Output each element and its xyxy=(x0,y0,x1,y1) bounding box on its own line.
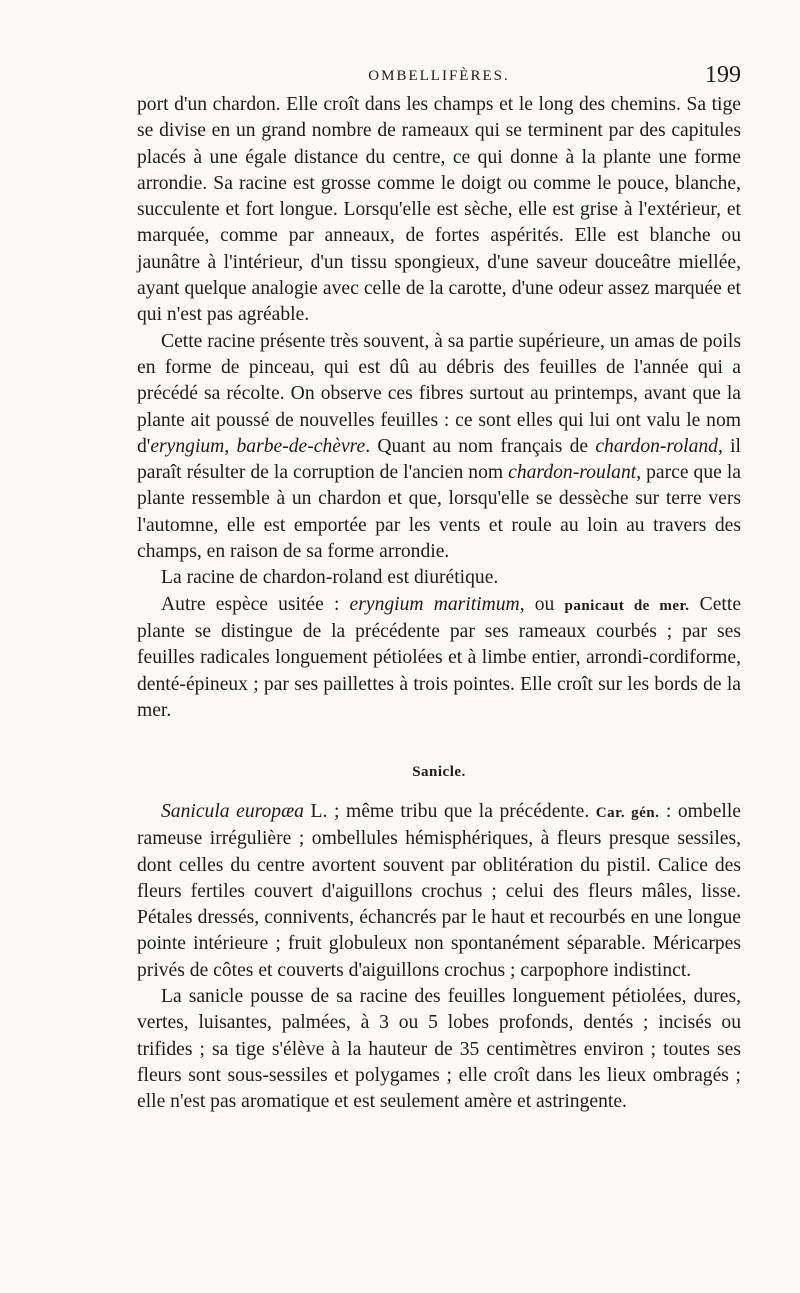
running-title: OMBELLIFÈRES. xyxy=(368,68,510,84)
italic-term: Sanicula europæa xyxy=(161,801,304,822)
section-sanicle-text xyxy=(137,799,741,1116)
paragraph: La sanicle pousse de sa racine des feuilles longuement pétiolées, dures, vertes, luisantes, palmées, à 3 ou 5 lobes profonds, dentés ; incisés ou trifides ; sa tige s'élève à la hauteur de 35 centimètres environ ; toutes ses fleurs sont sous-sessiles et polygames ; elle croît dans les lieux ombragés ; elle n'est pas aromatique et est seulement amère et astringente. xyxy=(137,986,741,1113)
italic-term: barbe-de-chèvre xyxy=(236,435,366,457)
paragraph: Autre espèce usitée : eryngium maritimum, ou panicaut de mer. Cette plante se distingue de la précédente par ses rameaux courbés ; par ses feuilles radicales longuement pétiolées et à limbe entier, arrondi-cordiforme, denté-épineux ; par ses paillettes à trois pointes. Elle croît sur les bords de la mer. xyxy=(137,593,742,721)
paragraph: Sanicula europæa L. ; même tribu que la précédente. Car. gén. : ombelle rameuse irrégulière ; ombellules hémisphériques, à fleurs presque sessiles, dont celles du centre avortent souvent par oblitération du pistil. Calice des fleurs fertiles couvert d'aiguillons crochus ; celui des fleurs mâles, lisse. Pétales dressés, connivents, échancrés par le haut et recourbés en une longue pointe intérieure ; fruit globuleux non spontanément séparable. Méricarpes privés de côtes et couverts d'aiguillons crochus ; carpophore indistinct. xyxy=(137,801,741,981)
paragraph: Cette racine présente très souvent, à sa partie supérieure, un amas de poils en forme de pinceau, qui est dû au débris des feuilles de l'année qui a précédé sa récolte. On observe ces fibres surtout au printemps, avant que la plante ait poussé de nouvelles feuilles : ce sont elles qui lui ont valu le nom d'eryngium, barbe-de-chèvre. Quant au nom français de chardon-roland, il paraît résulter de la corruption de l'ancien nom chardon-roulant, parce que la plante ressemble à un chardon et que, lorsqu'elle se dessèche sur terre vers l'automne, elle est emportée par les vents et roule au loin au travers des champs, en raison de sa forme arrondie. xyxy=(137,330,741,563)
paragraph: La racine de chardon-roland est diurétique. xyxy=(161,567,499,589)
bold-term: panicaut de mer. xyxy=(564,597,690,614)
page-number: 199 xyxy=(705,62,741,88)
page-header xyxy=(137,62,741,92)
italic-term: eryngium maritimum xyxy=(349,593,520,615)
bold-term: Car. gén. xyxy=(595,805,660,821)
section-eryngium-text xyxy=(137,92,741,724)
italic-term: chardon-roulant xyxy=(508,462,637,484)
section-title: Sanicle. xyxy=(412,764,466,780)
italic-term: eryngium xyxy=(150,435,225,457)
italic-term: chardon-roland xyxy=(595,435,718,457)
paragraph: port d'un chardon. Elle croît dans les champs et le long des chemins. Sa tige se divise en un grand nombre de rameaux qui se terminent par des capitules placés à une égale distance du centre, ce qui donne à la plante une forme arrondie. Sa racine est grosse comme le doigt ou comme le pouce, blanche, succulente et fort longue. Lorsqu'elle est sèche, elle est grise à l'extérieur, et marquée, comme par anneaux, de fortes aspérités. Elle est blanche ou jaunâtre à l'intérieur, d'un tissu spongieux, d'une saveur douceâtre miellée, ayant quelque analogie avec celle de la carotte, d'une odeur assez marquée et qui n'est pas agréable. xyxy=(137,94,741,326)
